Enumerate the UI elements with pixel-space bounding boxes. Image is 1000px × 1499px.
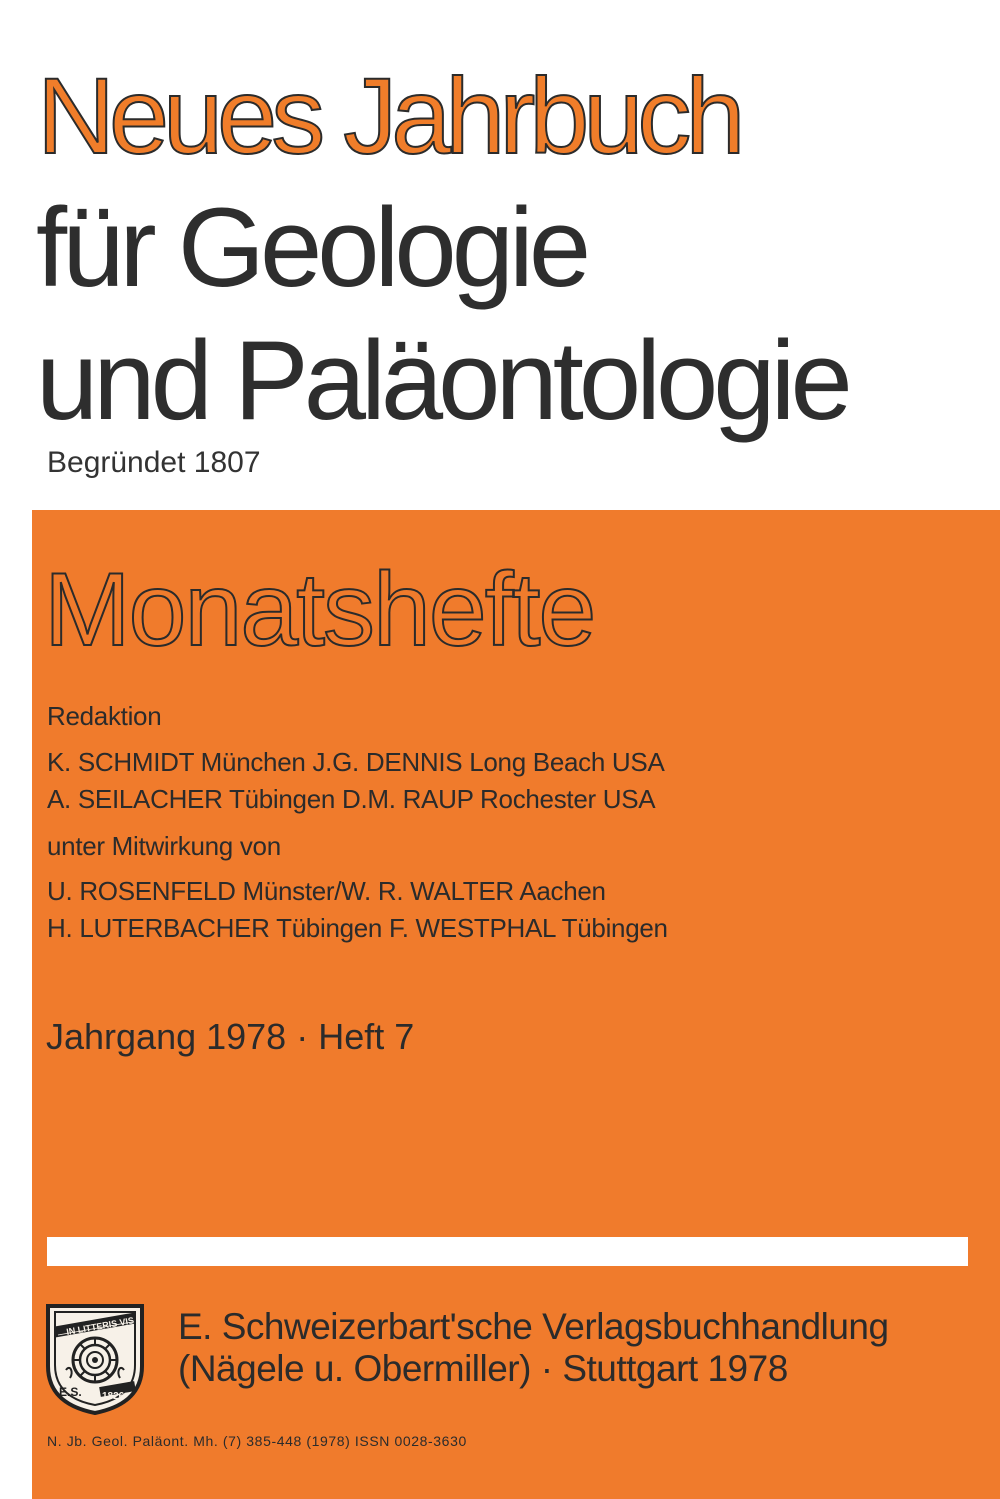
publisher-location: (Nägele u. Obermiller) · Stuttgart 1978 [178, 1348, 788, 1389]
editors-row: K. SCHMIDT München J.G. DENNIS Long Beach USA [47, 747, 665, 777]
white-bar [47, 1237, 968, 1266]
editors-row: A. SEILACHER Tübingen D.M. RAUP Rochester USA [47, 784, 656, 814]
citation-line: N. Jb. Geol. Paläont. Mh. (7) 385-448 (1978) ISSN 0028-3630 [47, 1433, 467, 1449]
seal-year: 1826 [102, 1391, 125, 1402]
volume-issue: Jahrgang 1978 · Heft 7 [46, 1016, 415, 1057]
seal-initials: E.S. [59, 1385, 82, 1399]
svg-text:IN LITTERIS VIS: IN LITTERIS VIS [65, 1315, 135, 1337]
contributors-row: H. LUTERBACHER Tübingen F. WESTPHAL Tübingen [47, 913, 668, 943]
seal-motto [40, 1300, 150, 1340]
journal-title-line3: und Paläontologie [36, 318, 848, 443]
journal-title-line1: Neues Jahrbuch [37, 55, 740, 176]
editors-label: Redaktion [47, 701, 162, 731]
journal-title-line2: für Geologie [36, 185, 587, 310]
contributors-row: U. ROSENFELD Münster/W. R. WALTER Aachen [47, 876, 606, 906]
series-title: Monatshefte [44, 552, 595, 668]
contributors-label: unter Mitwirkung von [47, 831, 281, 861]
founded-year: Begründet 1807 [47, 446, 261, 479]
publisher-name: E. Schweizerbart'sche Verlagsbuchhandlung [178, 1306, 889, 1347]
